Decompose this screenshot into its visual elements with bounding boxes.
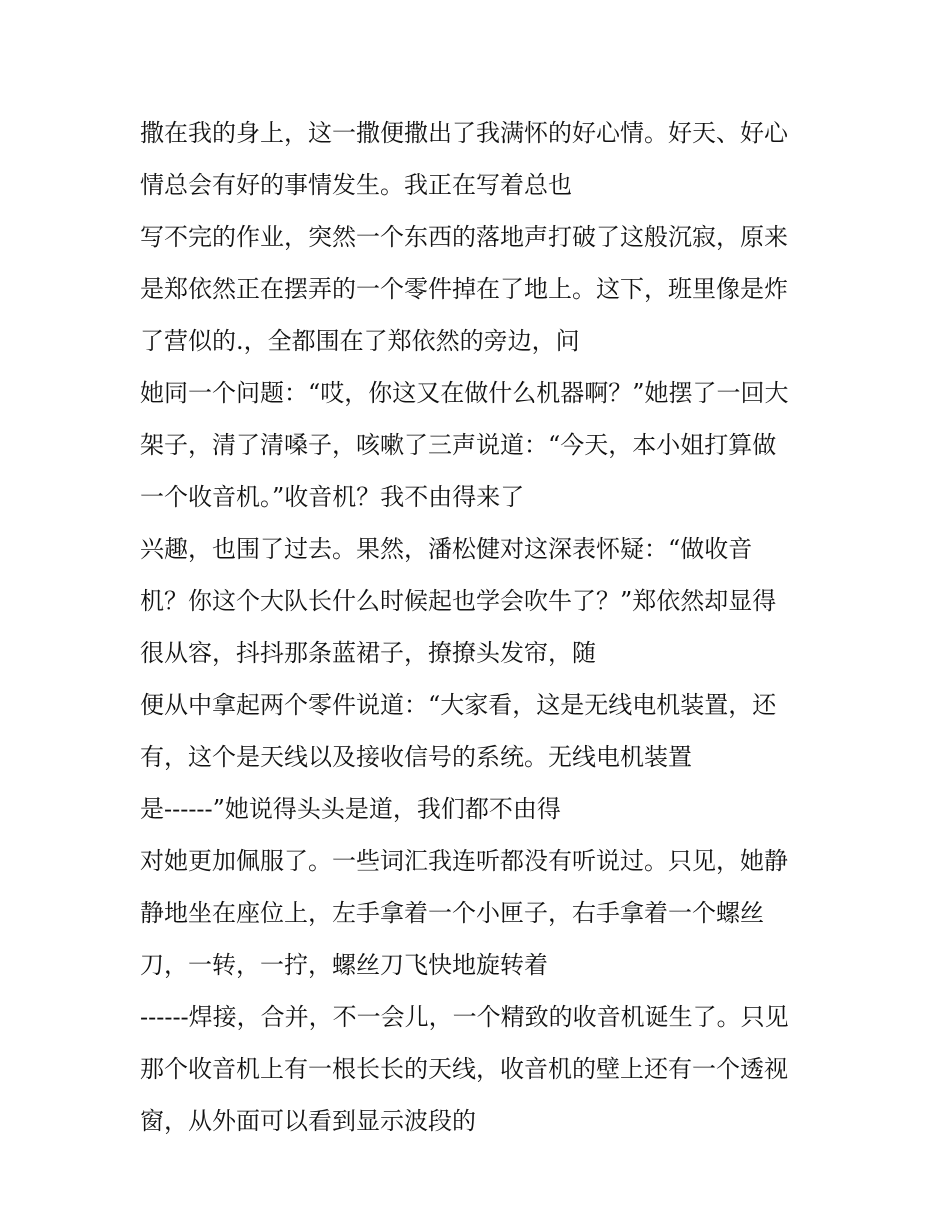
text-line: 撒在我的身上，这一撒便撒出了我满怀的好心情。好天、好心 bbox=[140, 119, 788, 147]
text-line: 写不完的作业，突然一个东西的落地声打破了这般沉寂，原来 bbox=[140, 223, 788, 251]
text-line: 刀，一转，一拧，螺丝刀飞快地旋转着 bbox=[140, 951, 548, 979]
text-line: 静地坐在座位上，左手拿着一个小匣子，右手拿着一个螺丝 bbox=[140, 899, 764, 927]
text-line: 窗，从外面可以看到显示波段的 bbox=[140, 1107, 476, 1135]
text-line: 架子，清了清嗓子，咳嗽了三声说道：“今天，本小姐打算做 bbox=[140, 431, 777, 459]
text-line: 很从容，抖抖那条蓝裙子，撩撩头发帘，随 bbox=[140, 639, 596, 667]
text-line: 对她更加佩服了。一些词汇我连听都没有听说过。只见，她静 bbox=[140, 847, 788, 875]
text-line: ------焊接，合并，不一会儿，一个精致的收音机诞生了。只见 bbox=[140, 1003, 789, 1031]
text-line: 有，这个是天线以及接收信号的系统。无线电机装置 bbox=[140, 743, 692, 771]
text-line: 便从中拿起两个零件说道：“大家看，这是无线电机装置，还 bbox=[140, 691, 777, 719]
body-text bbox=[140, 107, 840, 1147]
text-line: 那个收音机上有一根长长的天线，收音机的壁上还有一个透视 bbox=[140, 1055, 788, 1083]
text-line: 她同一个问题：“哎，你这又在做什么机器啊？”她摆了一回大 bbox=[140, 379, 789, 407]
text-line: 机？你这个大队长什么时候起也学会吹牛了？”郑依然却显得 bbox=[140, 587, 777, 615]
text-line: 是郑依然正在摆弄的一个零件掉在了地上。这下，班里像是炸 bbox=[140, 275, 788, 303]
text-line: 一个收音机。”收音机？我不由得来了 bbox=[140, 483, 525, 511]
text-line: 了营似的.，全都围在了郑依然的旁边，问 bbox=[140, 327, 580, 355]
text-line: 情总会有好的事情发生。我正在写着总也 bbox=[140, 171, 572, 199]
text-line: 是------”她说得头头是道，我们都不由得 bbox=[140, 795, 561, 823]
text-line: 兴趣，也围了过去。果然，潘松健对这深表怀疑：“做收音 bbox=[140, 535, 753, 563]
